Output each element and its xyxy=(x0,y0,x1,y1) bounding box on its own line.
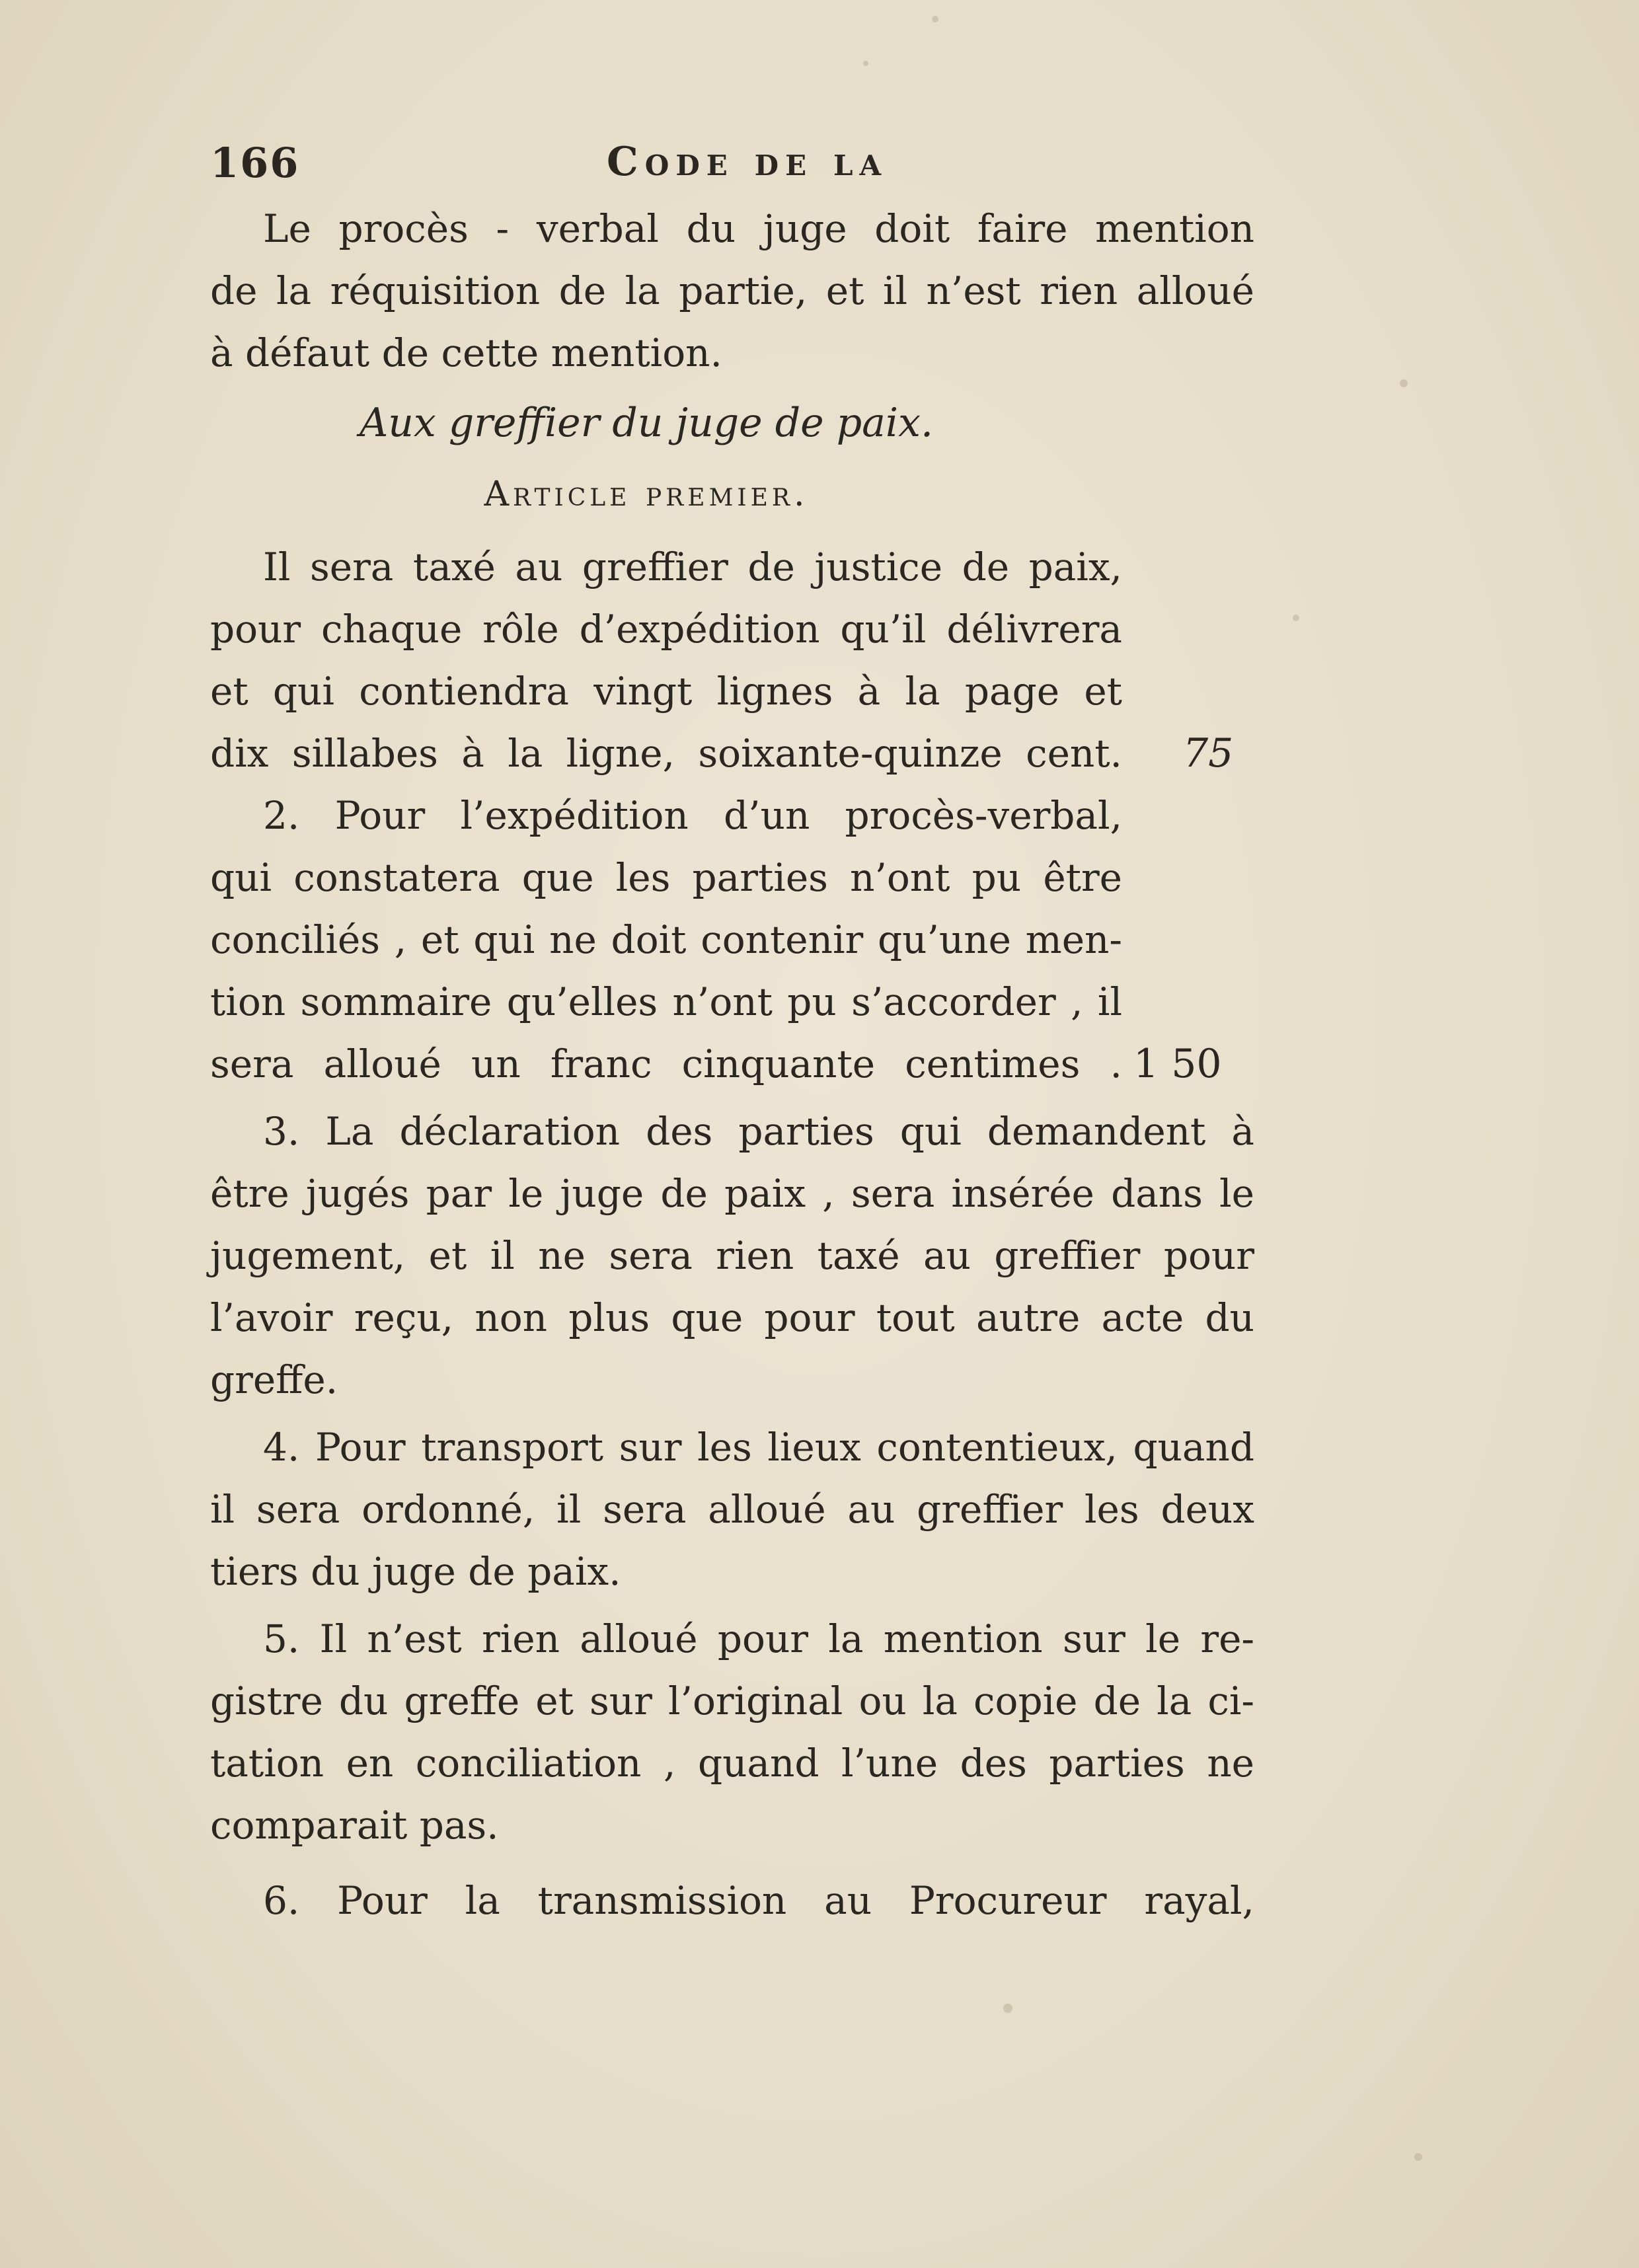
text-line: sera alloué un franc cinquante centimes . xyxy=(210,1041,1122,1086)
article-heading: Article premier. xyxy=(484,474,809,514)
paper-speck xyxy=(1293,615,1299,621)
paper-speck xyxy=(863,61,868,66)
page-number: 166 xyxy=(210,139,300,187)
text-line: tation en conciliation , quand l’une des parties ne xyxy=(210,1741,1254,1786)
amount-art2: 1 50 xyxy=(1133,1041,1222,1087)
text-line: à défaut de cette mention. xyxy=(210,330,722,375)
text-line: 3. La déclaration des parties qui demandent à xyxy=(263,1109,1254,1154)
text-line: gistre du greffe et sur l’original ou la copie de la ci- xyxy=(210,1679,1254,1723)
paper-speck xyxy=(1400,379,1408,387)
text-line: l’avoir reçu, non plus que pour tout autre acte du xyxy=(210,1295,1254,1340)
paper-speck xyxy=(1003,2004,1012,2013)
text-line: de la réquisition de la partie, et il n’est rien alloué xyxy=(210,268,1254,313)
text-line: qui constatera que les parties n’ont pu être xyxy=(210,855,1122,900)
text-line: pour chaque rôle d’expédition qu’il délivrera xyxy=(210,607,1122,652)
page-header xyxy=(210,139,1254,192)
text-line: dix sillabes à la ligne, soixante-quinze cent. xyxy=(210,731,1122,776)
text-line: être jugés par le juge de paix , sera insérée dans le xyxy=(210,1171,1254,1216)
text-line: greffe. xyxy=(210,1357,338,1402)
text-line: 4. Pour transport sur les lieux contentieux, quand xyxy=(263,1425,1254,1470)
text-line: il sera ordonné, il sera alloué au greffier les deux xyxy=(210,1487,1254,1532)
text-line: 6. Pour la transmission au Procureur rayal, xyxy=(263,1878,1254,1923)
text-line: et qui contiendra vingt lignes à la page et xyxy=(210,669,1122,714)
amount-art1: 75 xyxy=(1183,730,1234,776)
paper-speck xyxy=(1414,2153,1422,2161)
text-line: tiers du juge de paix. xyxy=(210,1549,621,1594)
text-line: comparait pas. xyxy=(210,1803,499,1848)
text-line: 5. Il n’est rien alloué pour la mention sur le re- xyxy=(263,1616,1254,1661)
text-line: jugement, et il ne sera rien taxé au greffier pour xyxy=(210,1233,1254,1278)
running-title: Code de la xyxy=(607,139,888,185)
paper-speck xyxy=(932,16,938,22)
text-line: tion sommaire qu’elles n’ont pu s’accorder , il xyxy=(210,979,1122,1024)
text-line: Le procès - verbal du juge doit faire mention xyxy=(263,206,1254,251)
section-heading: Aux greffier du juge de paix. xyxy=(359,400,934,446)
text-line: conciliés , et qui ne doit contenir qu’une men- xyxy=(210,917,1122,962)
text-line: 2. Pour l’expédition d’un procès-verbal, xyxy=(263,793,1122,838)
text-line: Il sera taxé au greffier de justice de paix, xyxy=(263,545,1122,589)
